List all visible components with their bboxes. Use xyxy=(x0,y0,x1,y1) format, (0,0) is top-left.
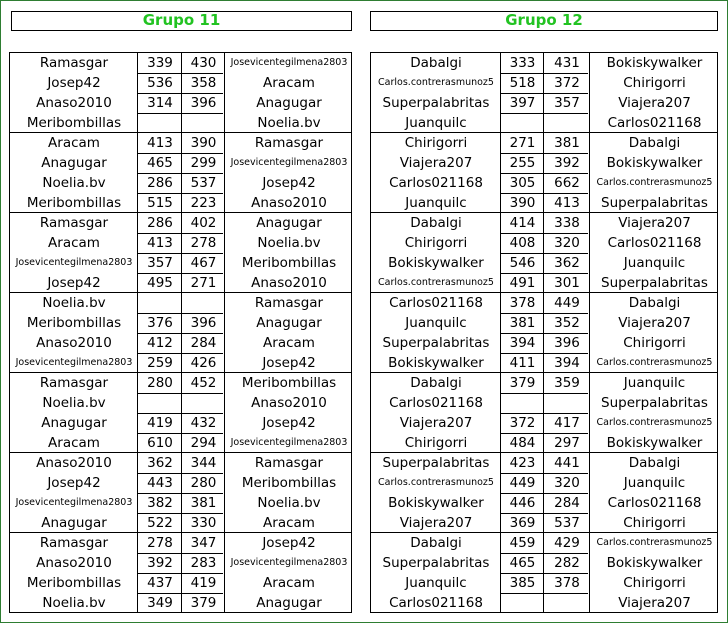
match-block xyxy=(371,293,717,373)
match-row xyxy=(371,173,717,193)
home-player: Superpalabritas xyxy=(382,455,490,471)
away-score: 413 xyxy=(554,195,580,211)
home-score: 381 xyxy=(509,315,536,331)
away-player: Noelia.bv xyxy=(257,115,321,131)
home-player: Josep42 xyxy=(47,75,101,91)
home-player: Juanquilc xyxy=(405,315,467,331)
home-score: 369 xyxy=(509,515,536,531)
match-row xyxy=(10,433,351,453)
away-score: 402 xyxy=(190,215,217,231)
away-player: Anagugar xyxy=(256,315,322,331)
match-block xyxy=(10,453,351,533)
home-score: 392 xyxy=(147,555,173,571)
home-player: Dabalgi xyxy=(410,55,462,71)
home-player: Carlos021168 xyxy=(389,175,483,191)
match-row xyxy=(371,293,717,313)
home-player: Meribombillas xyxy=(26,575,122,591)
home-score: 259 xyxy=(147,355,173,371)
match-row xyxy=(10,253,351,273)
home-score: 437 xyxy=(147,575,173,591)
match-row xyxy=(10,513,351,533)
away-score: 381 xyxy=(190,495,217,511)
away-score: 379 xyxy=(190,595,217,611)
away-player: Noelia.bv xyxy=(257,235,321,251)
home-score: 449 xyxy=(509,475,536,491)
match-row xyxy=(371,273,717,293)
group-title: Grupo 12 xyxy=(370,11,718,31)
away-score: 396 xyxy=(190,315,217,331)
match-row xyxy=(10,273,351,293)
home-score: 522 xyxy=(147,515,173,531)
match-row xyxy=(10,193,351,213)
match-row xyxy=(371,493,717,513)
match-row xyxy=(10,133,351,153)
home-score: 394 xyxy=(509,335,536,351)
away-player: Juanquilc xyxy=(623,255,686,271)
home-score: 379 xyxy=(509,375,536,391)
away-player: Anaso2010 xyxy=(251,195,327,211)
home-score xyxy=(138,113,182,133)
away-score: 299 xyxy=(190,155,217,171)
home-player: Aracam xyxy=(48,435,100,451)
match-row xyxy=(371,213,717,233)
match-row xyxy=(10,553,351,573)
match-row xyxy=(10,493,351,513)
away-score: 417 xyxy=(554,415,580,431)
group-11-table xyxy=(9,52,352,613)
home-player: Ramasgar xyxy=(39,215,109,231)
home-score: 397 xyxy=(509,95,536,111)
away-score xyxy=(182,293,225,313)
away-score: 441 xyxy=(554,455,580,471)
home-player: Viajera207 xyxy=(399,155,473,171)
home-score: 411 xyxy=(509,355,536,371)
away-player: Carlos021168 xyxy=(607,495,702,511)
match-row xyxy=(10,213,351,233)
match-row xyxy=(371,373,717,393)
away-player: Chirigorri xyxy=(623,515,686,531)
home-score: 443 xyxy=(147,475,173,491)
away-score: 320 xyxy=(554,235,580,251)
away-score: 390 xyxy=(190,135,217,151)
match-row xyxy=(371,113,717,133)
home-score: 333 xyxy=(509,55,536,71)
match-row xyxy=(10,293,351,313)
away-score: 381 xyxy=(554,135,580,151)
home-score: 255 xyxy=(509,155,536,171)
away-player: Dabalgi xyxy=(628,135,681,151)
away-player: Viajera207 xyxy=(618,315,691,331)
away-score: 662 xyxy=(554,175,580,191)
away-player: Bokiskywalker xyxy=(606,155,703,171)
away-player: Meribombillas xyxy=(241,375,337,391)
home-score xyxy=(501,593,544,613)
match-row xyxy=(371,453,717,473)
match-row xyxy=(371,513,717,533)
home-score: 484 xyxy=(509,435,536,451)
away-score: 378 xyxy=(554,575,580,591)
home-player: Anagugar xyxy=(41,415,107,431)
match-row xyxy=(371,573,717,593)
match-row xyxy=(10,153,351,173)
home-player: Anaso2010 xyxy=(36,95,112,111)
match-row xyxy=(10,53,351,73)
group-12-table xyxy=(370,52,718,613)
home-score: 382 xyxy=(147,495,173,511)
away-score: 372 xyxy=(554,75,580,91)
home-player: Ramasgar xyxy=(39,375,109,391)
away-player: Viajera207 xyxy=(618,595,691,611)
home-player: Anaso2010 xyxy=(36,335,112,351)
match-row xyxy=(371,133,717,153)
home-player: Josevicentegilmena2803 xyxy=(15,497,133,508)
home-player: Superpalabritas xyxy=(382,95,490,111)
match-row xyxy=(10,473,351,493)
away-score: 357 xyxy=(554,95,580,111)
match-block xyxy=(10,533,351,613)
home-score: 278 xyxy=(147,535,173,551)
away-player: Josevicentegilmena2803 xyxy=(230,437,348,448)
home-score: 536 xyxy=(147,75,173,91)
away-player: Anaso2010 xyxy=(251,275,327,291)
match-row xyxy=(10,353,351,373)
home-player: Chirigorri xyxy=(404,435,468,451)
match-row xyxy=(10,453,351,473)
home-player: Josevicentegilmena2803 xyxy=(15,257,133,268)
match-row xyxy=(10,93,351,113)
home-player: Chirigorri xyxy=(404,135,468,151)
home-score: 408 xyxy=(509,235,536,251)
away-player: Josevicentegilmena2803 xyxy=(230,557,348,568)
away-player: Carlos.contrerasmunoz5 xyxy=(596,177,713,188)
away-player: Josep42 xyxy=(262,175,316,191)
away-player: Anaso2010 xyxy=(251,395,327,411)
away-score: 271 xyxy=(190,275,217,291)
away-player: Josevicentegilmena2803 xyxy=(230,157,348,168)
home-score: 376 xyxy=(147,315,173,331)
home-player: Carlos021168 xyxy=(389,595,483,611)
away-score xyxy=(182,113,225,133)
away-player: Carlos.contrerasmunoz5 xyxy=(596,357,713,368)
home-player: Carlos.contrerasmunoz5 xyxy=(378,77,494,88)
away-player: Bokiskywalker xyxy=(606,555,703,571)
away-score: 432 xyxy=(190,415,217,431)
away-score: 330 xyxy=(190,515,217,531)
away-player: Aracam xyxy=(263,335,315,351)
away-score: 419 xyxy=(190,575,217,591)
away-player: Chirigorri xyxy=(623,575,686,591)
home-player: Bokiskywalker xyxy=(388,355,484,371)
match-block xyxy=(371,53,717,133)
home-score: 286 xyxy=(147,175,173,191)
away-player: Anagugar xyxy=(256,95,322,111)
home-player: Noelia.bv xyxy=(42,295,106,311)
away-score: 344 xyxy=(190,455,217,471)
home-player: Anagugar xyxy=(41,155,107,171)
home-player: Noelia.bv xyxy=(42,395,106,411)
match-block xyxy=(10,53,351,133)
away-score: 426 xyxy=(190,355,217,371)
home-score: 546 xyxy=(509,255,536,271)
away-score: 362 xyxy=(554,255,580,271)
home-player: Anaso2010 xyxy=(36,555,112,571)
home-score: 412 xyxy=(147,335,173,351)
match-block xyxy=(371,533,717,613)
match-block xyxy=(371,213,717,293)
match-row xyxy=(10,113,351,133)
away-player: Superpalabritas xyxy=(601,275,708,291)
match-row xyxy=(371,193,717,213)
home-player: Meribombillas xyxy=(26,195,122,211)
away-score: 301 xyxy=(554,275,580,291)
away-player: Bokiskywalker xyxy=(606,435,703,451)
home-score: 314 xyxy=(147,95,173,111)
match-block xyxy=(10,293,351,373)
home-player: Noelia.bv xyxy=(42,175,106,191)
home-score: 385 xyxy=(509,575,536,591)
away-player: Noelia.bv xyxy=(257,495,321,511)
away-player: Anagugar xyxy=(256,595,322,611)
match-row xyxy=(10,73,351,93)
home-player: Josep42 xyxy=(47,475,101,491)
match-row xyxy=(10,173,351,193)
home-score: 465 xyxy=(147,155,173,171)
match-row xyxy=(371,413,717,433)
home-score: 362 xyxy=(147,455,173,471)
away-player: Carlos.contrerasmunoz5 xyxy=(596,417,713,428)
away-score: 537 xyxy=(190,175,217,191)
match-row xyxy=(10,573,351,593)
away-score: 338 xyxy=(554,215,580,231)
home-score xyxy=(501,393,544,413)
home-score: 414 xyxy=(509,215,536,231)
away-player: Aracam xyxy=(263,575,315,591)
home-player: Dabalgi xyxy=(410,215,462,231)
home-player: Anagugar xyxy=(41,515,107,531)
home-player: Superpalabritas xyxy=(382,555,490,571)
home-player: Dabalgi xyxy=(410,535,462,551)
match-row xyxy=(371,393,717,413)
away-score: 280 xyxy=(190,475,217,491)
match-block xyxy=(371,133,717,213)
home-player: Anaso2010 xyxy=(36,455,112,471)
home-player: Bokiskywalker xyxy=(388,255,484,271)
away-score: 392 xyxy=(554,155,580,171)
match-row xyxy=(371,333,717,353)
home-score: 271 xyxy=(509,135,536,151)
match-row xyxy=(371,433,717,453)
away-score: 430 xyxy=(190,55,217,71)
away-player: Ramasgar xyxy=(254,455,324,471)
away-player: Juanquilc xyxy=(623,375,686,391)
home-score: 491 xyxy=(509,275,536,291)
away-player: Chirigorri xyxy=(623,75,686,91)
away-player: Aracam xyxy=(263,75,315,91)
away-player: Bokiskywalker xyxy=(606,55,703,71)
away-score: 284 xyxy=(190,335,217,351)
away-score xyxy=(544,593,590,613)
away-player: Viajera207 xyxy=(618,95,691,111)
match-row xyxy=(371,553,717,573)
home-score: 413 xyxy=(147,135,173,151)
away-player: Ramasgar xyxy=(254,135,324,151)
away-score: 223 xyxy=(190,195,217,211)
home-player: Carlos.contrerasmunoz5 xyxy=(378,277,494,288)
away-player: Josep42 xyxy=(262,415,316,431)
home-player: Viajera207 xyxy=(399,415,473,431)
home-score: 446 xyxy=(509,495,536,511)
away-player: Josevicentegilmena2803 xyxy=(230,57,348,68)
match-row xyxy=(10,533,351,553)
match-row xyxy=(371,93,717,113)
home-player: Meribombillas xyxy=(26,315,122,331)
away-score: 278 xyxy=(190,235,217,251)
away-score: 396 xyxy=(554,335,580,351)
away-score: 294 xyxy=(190,435,217,451)
away-score xyxy=(544,393,590,413)
match-row xyxy=(371,533,717,553)
away-player: Meribombillas xyxy=(241,475,337,491)
home-player: Meribombillas xyxy=(26,115,122,131)
match-row xyxy=(10,233,351,253)
away-score: 282 xyxy=(554,555,580,571)
home-score xyxy=(501,113,544,133)
home-player: Juanquilc xyxy=(405,575,467,591)
away-player: Superpalabritas xyxy=(601,395,708,411)
away-score: 283 xyxy=(190,555,217,571)
away-player: Josep42 xyxy=(262,535,316,551)
home-score: 372 xyxy=(509,415,536,431)
away-player: Superpalabritas xyxy=(601,195,708,211)
home-score: 280 xyxy=(147,375,173,391)
home-score: 357 xyxy=(147,255,173,271)
away-player: Carlos021168 xyxy=(607,235,702,251)
home-score: 518 xyxy=(509,75,536,91)
home-player: Noelia.bv xyxy=(42,595,106,611)
home-score: 465 xyxy=(509,555,536,571)
home-score: 413 xyxy=(147,235,173,251)
home-score: 286 xyxy=(147,215,173,231)
away-score: 352 xyxy=(554,315,580,331)
home-score xyxy=(138,293,182,313)
home-score: 378 xyxy=(509,295,536,311)
home-score: 349 xyxy=(147,595,173,611)
away-player: Josep42 xyxy=(262,355,316,371)
home-player: Aracam xyxy=(48,235,100,251)
home-player: Carlos021168 xyxy=(389,395,483,411)
away-player: Dabalgi xyxy=(628,295,681,311)
home-score: 390 xyxy=(509,195,536,211)
match-block xyxy=(10,213,351,293)
match-block xyxy=(371,453,717,533)
away-score: 467 xyxy=(190,255,217,271)
away-score: 284 xyxy=(554,495,580,511)
home-player: Viajera207 xyxy=(399,515,473,531)
away-score: 297 xyxy=(554,435,580,451)
home-player: Bokiskywalker xyxy=(388,495,484,511)
match-block xyxy=(10,373,351,453)
away-score: 320 xyxy=(554,475,580,491)
match-row xyxy=(371,73,717,93)
away-player: Anagugar xyxy=(256,215,322,231)
match-block xyxy=(371,373,717,453)
away-player: Carlos.contrerasmunoz5 xyxy=(596,537,713,548)
home-score: 495 xyxy=(147,275,173,291)
home-player: Ramasgar xyxy=(39,535,109,551)
home-player: Aracam xyxy=(48,135,100,151)
home-score: 515 xyxy=(147,195,173,211)
home-score: 419 xyxy=(147,415,173,431)
match-block xyxy=(10,133,351,213)
away-score: 347 xyxy=(190,535,217,551)
match-row xyxy=(371,253,717,273)
home-player: Dabalgi xyxy=(410,375,462,391)
match-row xyxy=(10,393,351,413)
away-score: 449 xyxy=(554,295,580,311)
away-player: Meribombillas xyxy=(241,255,337,271)
away-score xyxy=(182,393,225,413)
home-score xyxy=(138,393,182,413)
away-player: Dabalgi xyxy=(628,455,681,471)
away-player: Ramasgar xyxy=(254,295,324,311)
home-score: 459 xyxy=(509,535,536,551)
away-score: 358 xyxy=(190,75,217,91)
match-row xyxy=(10,333,351,353)
match-row xyxy=(10,373,351,393)
away-player: Juanquilc xyxy=(623,475,686,491)
away-player: Chirigorri xyxy=(623,335,686,351)
match-row xyxy=(371,233,717,253)
home-player: Carlos021168 xyxy=(389,295,483,311)
home-player: Josep42 xyxy=(47,275,101,291)
away-score: 396 xyxy=(190,95,217,111)
home-score: 610 xyxy=(147,435,173,451)
away-score: 359 xyxy=(554,375,580,391)
home-player: Carlos.contrerasmunoz5 xyxy=(378,477,494,488)
home-player: Josevicentegilmena2803 xyxy=(15,357,133,368)
away-score: 537 xyxy=(554,515,580,531)
home-score: 339 xyxy=(147,55,173,71)
match-row xyxy=(10,593,351,613)
home-player: Juanquilc xyxy=(405,195,467,211)
away-score: 394 xyxy=(554,355,580,371)
away-score: 431 xyxy=(554,55,580,71)
match-row xyxy=(371,153,717,173)
away-player: Aracam xyxy=(263,515,315,531)
match-row xyxy=(10,413,351,433)
match-row xyxy=(371,353,717,373)
home-player: Juanquilc xyxy=(405,115,467,131)
match-row xyxy=(371,53,717,73)
away-score: 429 xyxy=(554,535,580,551)
home-player: Superpalabritas xyxy=(382,335,490,351)
home-score: 305 xyxy=(509,175,536,191)
home-player: Ramasgar xyxy=(39,55,109,71)
away-player: Carlos021168 xyxy=(607,115,702,131)
away-score: 452 xyxy=(190,375,217,391)
away-score xyxy=(544,113,590,133)
match-row xyxy=(371,313,717,333)
match-row xyxy=(10,313,351,333)
match-row xyxy=(371,473,717,493)
home-score: 423 xyxy=(509,455,536,471)
match-row xyxy=(371,593,717,613)
home-player: Chirigorri xyxy=(404,235,468,251)
away-player: Viajera207 xyxy=(618,215,691,231)
group-title: Grupo 11 xyxy=(11,11,352,31)
